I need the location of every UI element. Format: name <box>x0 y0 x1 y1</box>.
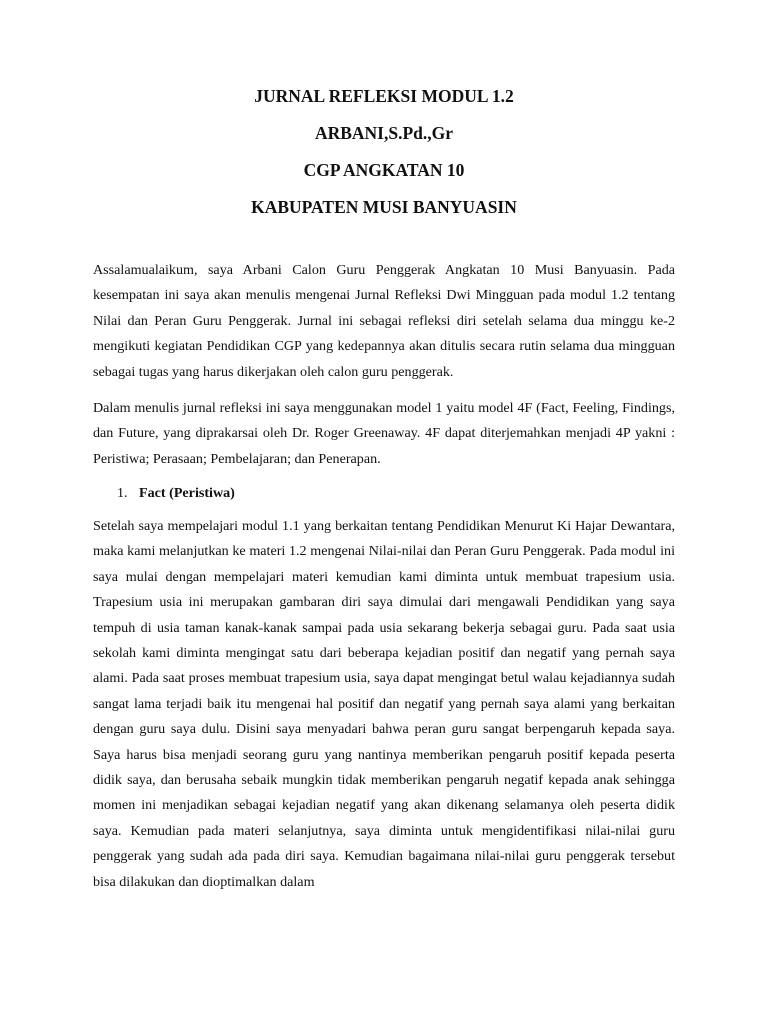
cohort-label: CGP ANGKATAN 10 <box>303 160 465 180</box>
list-number: 1. <box>117 485 128 501</box>
intro-paragraph: Assalamualaikum, saya Arbani Calon Guru Penggerak Angkatan 10 Musi Banyuasin. Pada kesempatan ini saya akan menulis mengenai Jurnal Refleksi Dwi Mingguan pada modul 1.2 tentang Nilai dan Peran Guru Penggerak. Jurnal ini sebagai refleksi diri setelah selama dua minggu ke-2 mengikuti kegiatan Pendidikan CGP yang kedepannya akan ditulis secara rutin selama dua mingguan sebagai tugas yang harus dikerjakan oleh calon guru penggerak. <box>93 262 675 380</box>
fact-paragraph: Setelah saya mempelajari modul 1.1 yang berkaitan tentang Pendidikan Menurut Ki Hajar Dewantara, maka kami melanjutkan ke materi 1.2 mengenai Nilai-nilai dan Peran Guru Penggerak. Pada modul ini saya mulai dengan mempelajari materi kemudian kami diminta untuk membuat trapesium usia. Trapesium usia ini merupakan gambaran diri saya dimulai dari mengawali Pendidikan yang saya tempuh di usia taman kanak-kanak sampai pada usia sekarang bekerja sebagai guru. Pada saat usia sekolah kami diminta mengingat satu dari beberapa kejadian positif dan negatif yang pernah saya alami. Pada saat proses membuat trapesium usia, saya dapat mengingat betul walau kejadiannya sudah sangat lama terjadi baik itu mengenai hal positif dan negatif yang pernah saya alami yang berkaitan dengan guru saya dulu. Disini saya menyadari bahwa peran guru sangat berpengaruh kepada saya. Saya harus bisa menjadi seorang guru yang nantinya memberikan pengaruh positif kepada peserta didik saya, dan berusaha sebaik mungkin tidak memberikan pengaruh negatif kepada anak sehingga momen ini menjadikan sebagai kejadian negatif yang akan dikenang selamanya oleh peserta didik saya. Kemudian pada materi selanjutnya, saya diminta untuk mengidentifikasi nilai-nilai guru penggerak yang sudah ada pada diri saya. Kemudian bagaimana nilai-nilai guru penggerak tersebut bisa dilakukan dan dioptimalkan dalam <box>93 518 675 890</box>
region-label: KABUPATEN MUSI BANYUASIN <box>251 197 517 217</box>
list-item-fact <box>117 481 235 506</box>
method-paragraph: Dalam menulis jurnal refleksi ini saya menggunakan model 1 yaitu model 4F (Fact, Feeling, Findings, dan Future, yang diprakarsai oleh Dr. Roger Greenaway. 4F dapat diterjemahkan menjadi 4P yakni : Peristiwa; Perasaan; Pembelajaran; dan Penerapan. <box>93 400 675 467</box>
author-name: ARBANI,S.Pd.,Gr <box>314 123 454 143</box>
document-header <box>0 86 768 234</box>
document-title: JURNAL REFLEKSI MODUL 1.2 <box>254 86 514 106</box>
list-label: Fact (Peristiwa) <box>139 485 235 501</box>
